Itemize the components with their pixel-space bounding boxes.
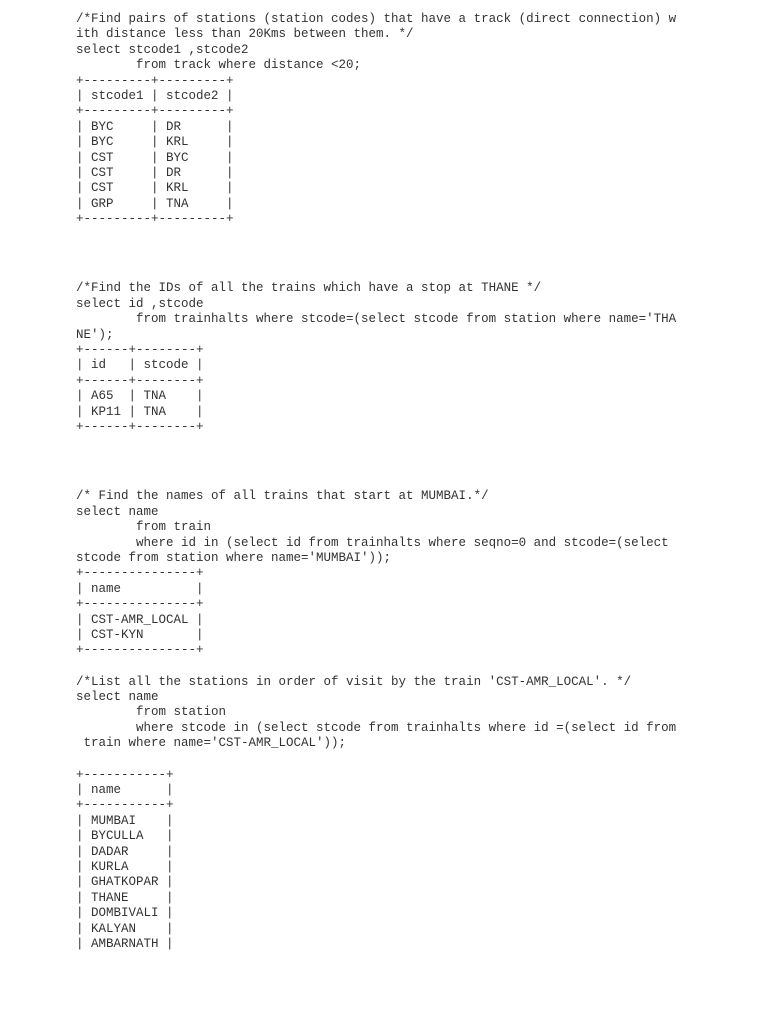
sql-line: select stcode1 ,stcode2 <box>76 42 249 57</box>
result-border: +---------+---------+ <box>76 104 234 119</box>
sql-line: select name <box>76 690 159 705</box>
sql-line: /*Find the IDs of all the trains which have a stop at THANE */ <box>76 281 542 296</box>
result-border: +------+--------+ <box>76 373 204 388</box>
result-border: +------+--------+ <box>76 343 204 358</box>
result-row: | MUMBAI | <box>76 813 174 828</box>
query-4-sql <box>76 675 756 752</box>
sql-line: NE'); <box>76 327 114 342</box>
sql-line: /*List all the stations in order of visit by the train 'CST-AMR_LOCAL'. */ <box>76 674 632 689</box>
sql-line: select id ,stcode <box>76 296 204 311</box>
result-border: +---------+---------+ <box>76 212 234 227</box>
result-row: | BYCULLA | <box>76 829 174 844</box>
result-row: | A65 | TNA | <box>76 389 204 404</box>
document-page <box>76 12 756 952</box>
result-row: | DADAR | <box>76 844 174 859</box>
sql-line: from train <box>76 520 212 535</box>
result-row: | KALYAN | <box>76 921 174 936</box>
result-row: | CST | KRL | <box>76 181 234 196</box>
query-1-sql <box>76 12 756 74</box>
result-border: +---------+---------+ <box>76 73 234 88</box>
query-1-result-table <box>76 74 756 228</box>
result-row: | CST-KYN | <box>76 627 204 642</box>
spacer <box>76 227 756 281</box>
result-row: | GRP | TNA | <box>76 196 234 211</box>
query-3-sql <box>76 489 756 566</box>
query-2-result-table <box>76 343 756 435</box>
result-row: | BYC | KRL | <box>76 135 234 150</box>
result-border: +-----------+ <box>76 798 174 813</box>
result-border: +-----------+ <box>76 767 174 782</box>
sql-line: ith distance less than 20Kms between them. */ <box>76 27 414 42</box>
result-row: | GHATKOPAR | <box>76 875 174 890</box>
result-row: | KP11 | TNA | <box>76 404 204 419</box>
result-header: | stcode1 | stcode2 | <box>76 88 234 103</box>
sql-line: from trainhalts where stcode=(select stcode from station where name='THA <box>76 312 677 327</box>
sql-line: where stcode in (select stcode from trainhalts where id =(select id from <box>76 720 677 735</box>
spacer <box>76 435 756 489</box>
sql-line: /*Find pairs of stations (station codes) that have a track (direct connection) w <box>76 12 677 26</box>
sql-line: stcode from station where name='MUMBAI')); <box>76 550 392 565</box>
result-row: | DOMBIVALI | <box>76 906 174 921</box>
spacer <box>76 659 756 675</box>
sql-line: from track where distance <20; <box>76 58 362 73</box>
result-border: +---------------+ <box>76 643 204 658</box>
query-2-sql <box>76 281 756 343</box>
result-row: | CST | BYC | <box>76 150 234 165</box>
result-header: | name | <box>76 581 204 596</box>
result-border: +---------------+ <box>76 566 204 581</box>
result-row: | AMBARNATH | <box>76 936 174 951</box>
spacer <box>76 752 756 768</box>
result-border: +------+--------+ <box>76 419 204 434</box>
sql-line: /* Find the names of all trains that start at MUMBAI.*/ <box>76 489 489 504</box>
query-3-result-table <box>76 566 756 658</box>
result-header: | id | stcode | <box>76 358 204 373</box>
result-row: | CST-AMR_LOCAL | <box>76 612 204 627</box>
result-row: | THANE | <box>76 890 174 905</box>
sql-line: train where name='CST-AMR_LOCAL')); <box>76 736 347 751</box>
result-row: | CST | DR | <box>76 165 234 180</box>
query-4-result-table <box>76 768 756 953</box>
sql-line: select name <box>76 504 159 519</box>
result-header: | name | <box>76 783 174 798</box>
sql-line: from station <box>76 705 227 720</box>
result-row: | KURLA | <box>76 859 174 874</box>
result-row: | BYC | DR | <box>76 119 234 134</box>
result-border: +---------------+ <box>76 597 204 612</box>
sql-line: where id in (select id from trainhalts where seqno=0 and stcode=(select <box>76 535 669 550</box>
